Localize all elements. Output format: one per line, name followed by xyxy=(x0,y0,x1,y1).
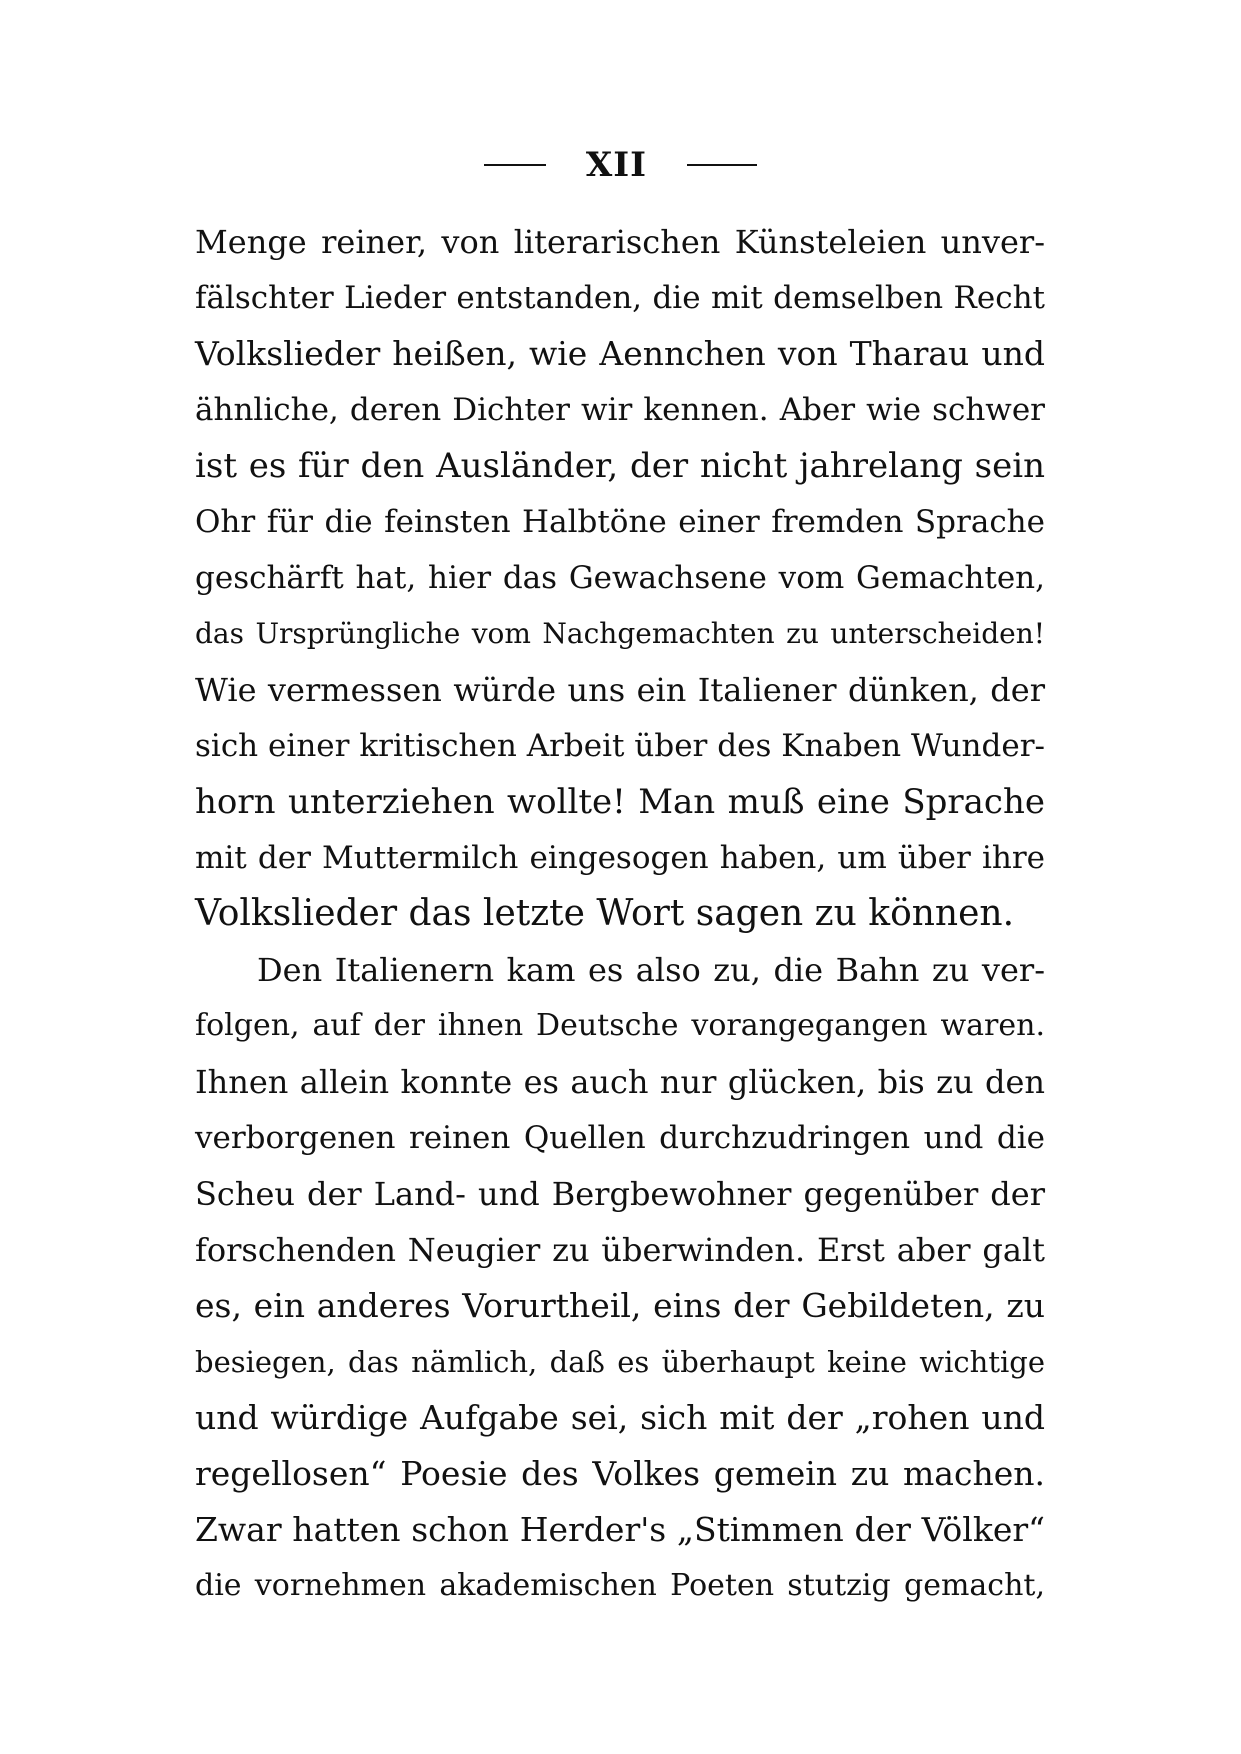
text-line: es, ein anderes Vorurtheil, eins der Gebildeten, zu xyxy=(195,1286,1045,1325)
text-line: verborgenen reinen Quellen durchzudringen und die xyxy=(195,1120,1045,1156)
header-rule-right xyxy=(687,164,757,166)
text-line: folgen, auf der ihnen Deutsche vorangegangen waren. xyxy=(195,1008,1045,1043)
text-line: besiegen, das nämlich, daß es überhaupt keine wichtige xyxy=(195,1345,1045,1379)
text-line: Zwar hatten schon Herder's „Stimmen der Völker“ xyxy=(195,1510,1045,1549)
text-line: fälschter Lieder entstanden, die mit demselben Recht xyxy=(195,280,1045,316)
text-line: Ohr für die feinsten Halbtöne einer fremden Sprache xyxy=(195,504,1045,540)
text-line: Volkslieder das letzte Wort sagen zu können. xyxy=(195,893,1015,934)
text-line: geschärft hat, hier das Gewachsene vom Gemachten, xyxy=(195,560,1045,596)
text-line: mit der Muttermilch eingesogen haben, um über ihre xyxy=(195,840,1045,876)
text-line: ist es für den Ausländer, der nicht jahrelang sein xyxy=(195,446,1045,486)
text-line: regellosen“ Poesie des Volkes gemein zu machen. xyxy=(195,1454,1045,1493)
text-line: Wie vermessen würde uns ein Italiener dünken, der xyxy=(195,671,1045,709)
text-line: ähnliche, deren Dichter wir kennen. Aber wie schwer xyxy=(195,392,1045,428)
text-line: Volkslieder heißen, wie Aennchen von Tharau und xyxy=(195,334,1045,373)
text-line: das Ursprüngliche vom Nachgemachten zu unterscheiden! xyxy=(195,617,1045,650)
text-line: und würdige Aufgabe sei, sich mit der „rohen und xyxy=(195,1398,1045,1437)
text-line: Menge reiner, von literarischen Künsteleien unver- xyxy=(195,223,1045,261)
page-header xyxy=(0,145,1241,185)
text-line: Den Italienern kam es also zu, die Bahn zu ver- xyxy=(257,951,1045,989)
header-rule-left xyxy=(484,164,546,166)
text-line: sich einer kritischen Arbeit über des Knaben Wunder- xyxy=(195,728,1045,764)
text-line: die vornehmen akademischen Poeten stutzig gemacht, xyxy=(195,1568,1045,1603)
text-line: forschenden Neugier zu überwinden. Erst aber galt xyxy=(195,1231,1045,1269)
page-number: XII xyxy=(585,145,648,185)
text-line: horn unterziehen wollte! Man muß eine Sprache xyxy=(195,782,1045,822)
text-line: Ihnen allein konnte es auch nur glücken, bis zu den xyxy=(195,1063,1045,1101)
text-line: Scheu der Land- und Bergbewohner gegenüber der xyxy=(195,1175,1045,1213)
body-text xyxy=(195,214,1045,1614)
